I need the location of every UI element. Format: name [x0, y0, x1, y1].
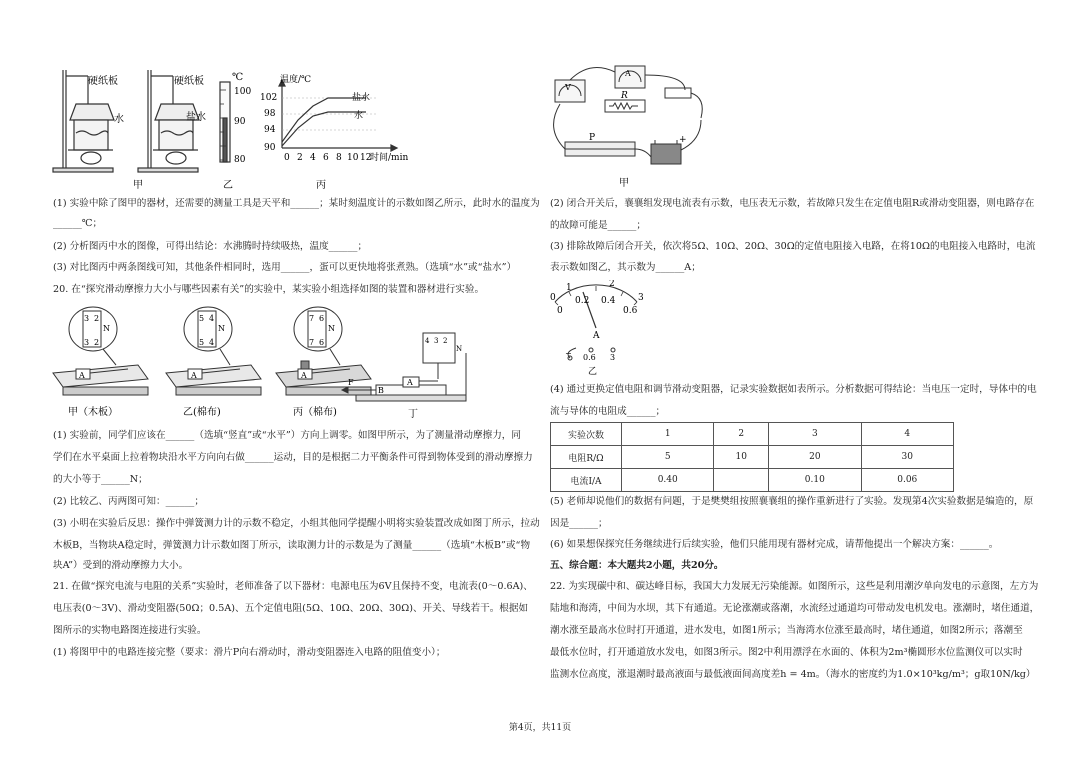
text-line: ______℃；	[53, 218, 103, 229]
ammeter-label: 乙	[588, 367, 598, 376]
fig19-label: ℃	[232, 72, 244, 83]
data-table	[550, 422, 954, 492]
fig19-label: 98	[264, 109, 276, 119]
ammeter-label: 0.4	[601, 296, 616, 306]
fig19-label: 4	[310, 153, 316, 163]
fig19-label: 12	[360, 153, 372, 163]
fig19-label: 硬纸板	[88, 76, 118, 87]
ammeter-label: 3	[610, 353, 616, 362]
fig19-label: 硬纸板	[174, 76, 204, 87]
fig20-label: N	[218, 324, 225, 333]
fig20-label: N	[328, 324, 335, 333]
fig20-label: 4	[209, 314, 215, 323]
fig20-label: 2	[443, 337, 448, 345]
fig19-label: 0	[284, 153, 290, 163]
fig20-label: 丁	[408, 409, 418, 420]
text-line: (1) 将图甲中的电路连接完整（要求：滑片P向右滑动时，滑动变阻器连入电路的阻值变小）；	[53, 647, 446, 658]
fig20-label: 4	[425, 337, 430, 345]
text-line: (4) 通过更换定值电阻和调节滑动变阻器，记录实验数据如表所示。分析数据可得结论：当电压一定时，导体中的电	[550, 384, 1037, 395]
figure-ammeter	[545, 280, 655, 376]
table-cell: 0.40	[622, 469, 714, 492]
table-cell: 0.06	[861, 469, 953, 492]
fig20-label: 2	[94, 338, 100, 347]
section-heading: 五、综合题：本大题共2小题，共20分。	[550, 560, 724, 571]
fig19-label: 6	[323, 153, 329, 163]
fig20-label: N	[456, 345, 463, 353]
fig19-label: 温度/℃	[280, 75, 312, 85]
table-cell: 4	[861, 423, 953, 446]
text-line: 表示数如图乙，其示数为______A；	[550, 262, 701, 273]
text-line: 潮水涨至最高水位时打开通道，进水发电，如图1所示；当海湾水位涨至最高时，堵住通道，如图2所示；落潮至	[550, 625, 1023, 636]
fig19-label: 80	[234, 155, 246, 165]
text-line: 木板B，当物块A稳定时，弹簧测力计示数如图丁所示，读取测力计的示数是为了测量______（选填“木板B”或“物	[53, 540, 531, 551]
figure-circuit	[545, 60, 745, 190]
fig19-label: 水	[114, 114, 124, 125]
fig19-label: 2	[297, 153, 303, 163]
fig19-label: 90	[234, 117, 246, 127]
text-line: 监测水位高度，涨退潮时最高液面与最低液面间高度差h = 4m。（海水的密度约为1.0×10³kg/m³；g取10N/kg）	[550, 669, 1036, 680]
fig19-label: 甲	[133, 180, 143, 191]
fig20-label: A	[79, 371, 85, 380]
text-line: 的故障可能是______；	[550, 220, 646, 231]
fig19-label: 时间/min	[370, 153, 408, 163]
fig20-label: 2	[94, 314, 100, 323]
fig21-label: R	[621, 91, 628, 101]
table-cell: 2	[714, 423, 769, 446]
table-cell: 5	[622, 446, 714, 469]
fig20-label: B	[378, 386, 384, 395]
fig20-label: 乙(棉布)	[183, 407, 221, 418]
page-footer: 第4页，共11页	[508, 723, 572, 733]
text-line: 因是______；	[550, 518, 608, 529]
table-cell: 实验次数	[551, 423, 622, 446]
table-cell: 20	[769, 446, 861, 469]
ammeter-label: 0.6	[623, 306, 638, 316]
ammeter-label: A	[593, 331, 600, 341]
fig19-label: 94	[264, 125, 276, 135]
table-cell: 电阻R/Ω	[551, 446, 622, 469]
ammeter-label: −	[565, 349, 572, 358]
table-cell: 电流I/A	[551, 469, 622, 492]
fig20-label: 5	[199, 314, 205, 323]
text-line: (3) 对比图丙中两条图线可知，其他条件相同时，选用______，蛋可以更快地将张煮熟。（选填“水”或“盐水”）	[53, 262, 517, 273]
fig19-label: 盐水	[186, 112, 206, 123]
table-row	[551, 446, 954, 469]
fig19-label: 盐水	[352, 93, 371, 103]
text-line: 20. 在“探究滑动摩擦力大小与哪些因素有关”的实验中，某实验小组选择如图的装置和器材进行实验。	[53, 284, 485, 295]
table-row	[551, 423, 954, 446]
fig19-label: 10	[347, 153, 359, 163]
fig20-label: A	[301, 371, 307, 380]
fig20-label: 3	[84, 338, 90, 347]
table-cell: 1	[622, 423, 714, 446]
fig21-label: 甲	[619, 178, 629, 189]
text-line: 学们在水平桌面上拉着物块沿水平方向向右做______运动，目的是根据二力平衡条件可得到物体受到的滑动摩擦力	[53, 452, 533, 463]
figure-friction-experiment	[48, 303, 478, 425]
text-line: 陆地和海湾，中间为水坝，其下有通道。无论涨潮或落潮，水流经过通道均可带动发电机发电。涨潮时，堵住通道，	[550, 603, 1040, 614]
fig20-label: A	[191, 371, 197, 380]
fig19-label: 水	[354, 111, 364, 121]
fig20-label: 3	[84, 314, 90, 323]
table-cell	[714, 469, 769, 492]
text-line: 21. 在做“探究电流与电阻的关系”实验时，老师准备了以下器材：电源电压为6V且保持不变，电流表(0～0.6A)、	[53, 581, 533, 592]
text-line: 22. 为实现碳中和、碳达峰目标，我国大力发展无污染能源。如图所示，这些是利用潮汐单向发电的示意图，左方为	[550, 581, 1039, 592]
text-line: (3) 排除故障后闭合开关，依次将5Ω、10Ω、20Ω、30Ω的定值电阻接入电路，在将10Ω的电阻接入电路时，电流	[550, 241, 1036, 252]
table-cell: 10	[714, 446, 769, 469]
ammeter-label: 3	[638, 293, 644, 303]
fig20-label: 7	[309, 314, 315, 323]
fig19-label: 102	[260, 93, 278, 103]
text-line: (3) 小明在实验后反思：操作中弹簧测力计的示数不稳定，小组其他同学提醒小明将实验装置改成如图丁所示，拉动	[53, 518, 540, 529]
ammeter-label: 1	[566, 283, 572, 293]
fig20-label: N	[103, 324, 110, 333]
table-cell: 30	[861, 446, 953, 469]
ammeter-label: 0	[550, 293, 556, 303]
text-line: 的大小等于______N；	[53, 474, 148, 485]
fig20-label: 7	[309, 338, 315, 347]
table-cell: 0.10	[769, 469, 861, 492]
fig20-label: 5	[199, 338, 205, 347]
ammeter-label: 2	[609, 280, 615, 289]
fig19-label: 8	[336, 153, 342, 163]
ammeter-label: 0	[557, 306, 563, 316]
fig19-label: 100	[234, 87, 252, 97]
fig20-label: 4	[209, 338, 215, 347]
fig20-label: 3	[434, 337, 439, 345]
fig20-label: 甲（木板）	[68, 407, 118, 418]
table-row	[551, 469, 954, 492]
table-cell: 3	[769, 423, 861, 446]
fig19-label: 丙	[316, 180, 326, 191]
text-line: 电压表(0～3V)、滑动变阻器(50Ω；0.5A)、五个定值电阻(5Ω、10Ω、20Ω、30Ω)、开关、导线若干。根据如	[53, 603, 529, 614]
text-line: (1) 实验中除了图甲的器材，还需要的测量工具是天平和______；某时刻温度计的示数如图乙所示，此时水的温度为	[53, 198, 540, 209]
text-line: (5) 老师却说他们的数据有问题，于是樊樊组按照襄襄组的操作重新进行了实验。发现第4次实验数据是编造的，原	[550, 496, 1034, 507]
fig20-label: F	[348, 378, 354, 387]
fig21-label: V	[565, 83, 571, 92]
ammeter-label: 0.6	[583, 353, 596, 362]
fig21-label: P	[589, 133, 596, 143]
text-line: (2) 分析图丙中水的图像，可得出结论：水沸腾时持续吸热，温度______；	[53, 241, 368, 252]
figure-boiling-experiment	[48, 68, 408, 193]
fig20-label: 6	[319, 314, 325, 323]
fig20-label: A	[407, 378, 413, 387]
fig19-label: 乙	[223, 180, 233, 191]
text-line: 最低水位时，打开通道放水发电，如图3所示。图2中利用漂浮在水面的、体积为2m³椭圆形水位监测仪可以实时	[550, 647, 1023, 658]
fig20-label: 6	[319, 338, 325, 347]
fig21-label: A	[625, 69, 631, 78]
fig19-label: 90	[264, 143, 276, 153]
text-line: (1) 实验前，同学们应该在______（选填“竖直”或“水平”）方向上调零。如图甲所示，为了测量滑动摩擦力，同	[53, 430, 521, 441]
text-line: 块A”）受到的滑动摩擦力大小。	[53, 560, 189, 571]
text-line: (6) 如果想保探究任务继续进行后续实验，他们只能用现有器材完成，请帮他提出一个解决方案：______。	[550, 539, 999, 550]
text-line: 流与导体的电阻成______；	[550, 406, 666, 417]
text-line: (2) 闭合开关后，襄襄组发现电流表有示数，电压表无示数，若故障只发生在定值电阻R或滑动变阻器，则电路存在	[550, 198, 1035, 209]
text-line: 图所示的实物电路图连接进行实验。	[53, 625, 207, 636]
ammeter-label: 0.2	[575, 296, 590, 306]
fig21-label: +	[679, 135, 687, 145]
text-line: (2) 比较乙、丙两图可知：______；	[53, 496, 204, 507]
fig20-label: 丙（棉布)	[293, 407, 337, 418]
